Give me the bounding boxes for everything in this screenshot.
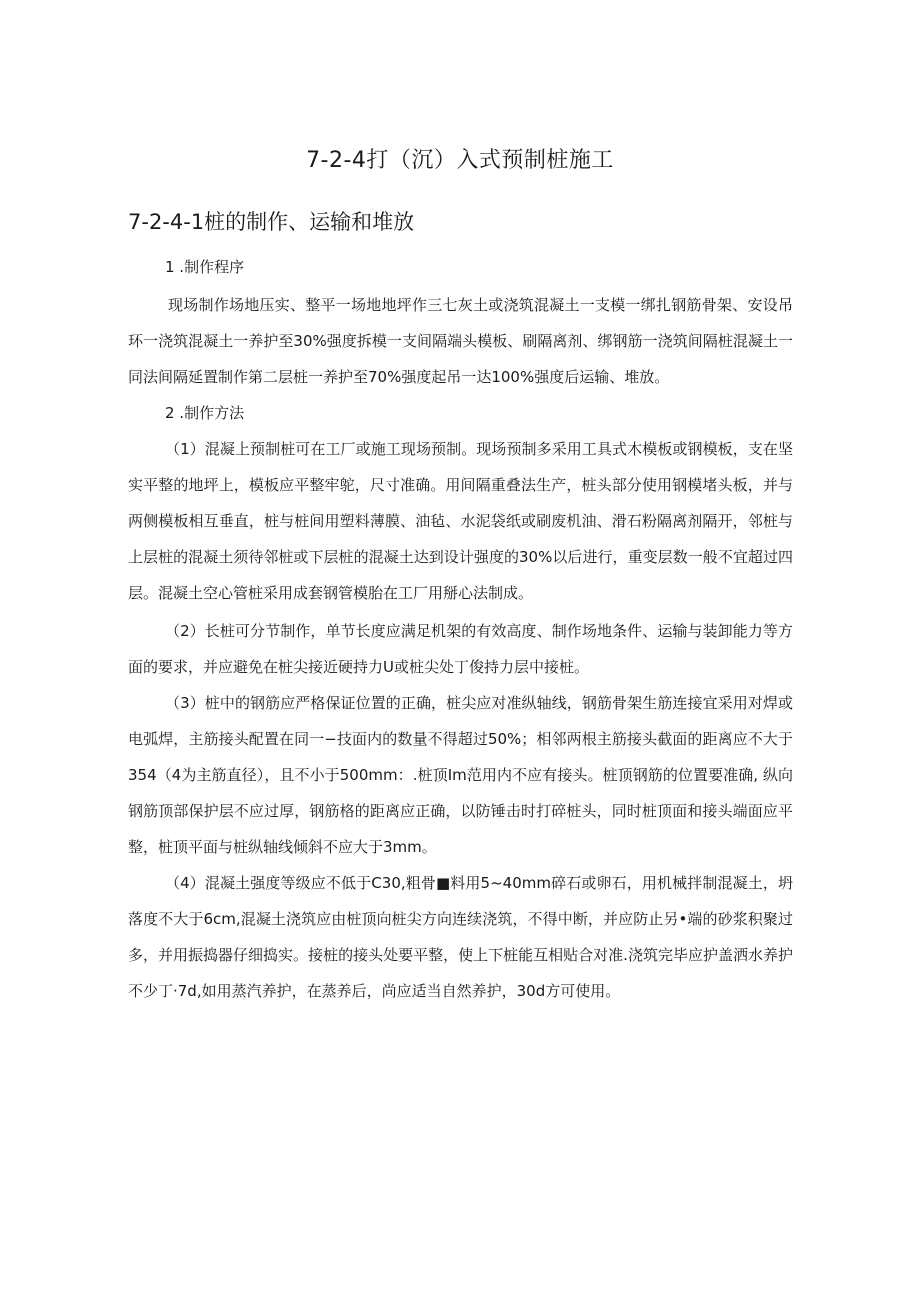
section-2-heading: [128, 395, 793, 431]
paragraph-text: （1）混凝上预制桩可在工厂或施工现场预制。现场预制多采用工具式木模板或钢模板，支在坚实平整的地坪上，模板应平整牢鸵，尺寸准确。用间隔重叠法生产，桩头部分使用钢模堵头板，并与两侧模板相互垂直，桩与桩间用塑料薄膜、油毡、水泥袋纸或刷废机油、滑石粉隔离剂隔开，邻桩与上层桩的混凝土须待邻桩或下层桩的混凝土达到设计强度的30%以后进行，重变层数一般不宜超过四层。混凝土空心管桩采用成套钢管模胎在工厂用掰心法制成。: [128, 440, 793, 602]
section-1-heading-text: 1 .制作程序: [165, 258, 245, 276]
paragraph-text: （4）混凝土强度等级应不低于C30,粗骨■料用5~40mm碎石或卵石，用机械拌制混凝土，坍落度不大于6cm,混凝土浇筑应由桩顶向桩尖方向连续浇筑，不得中断，并应防止另•端的砂浆积聚过多，并用振捣器仔细捣实。接桩的接头处要平整，使上下桩能互相贴合对准.浇筑完毕应护盖洒水养护不少丁·7d,如用蒸汽养护，在蒸养后，尚应适当自然养护，30d方可使用。: [128, 874, 793, 1000]
paragraph-text: 现场制作场地压实、整平一场地地坪作三七灰土或浇筑混凝土一支模一绑扎钢筋骨架、安设吊环一浇筑混凝土一养护至30%强度拆模一支间隔端头模板、刷隔离剂、绑钢筋一浇筑间隔桩混凝土一同法间隔延置制作第二层桩一养护至70%强度起吊一达100%强度后运输、堆放。: [128, 296, 793, 386]
method-paragraph-4: [128, 865, 793, 1009]
method-paragraph-2: [128, 613, 793, 685]
method-paragraph-3: [128, 685, 793, 865]
section-1-paragraph: [128, 287, 793, 395]
paragraph-text: （3）桩中的钢筋应严格保证位置的正确，桩尖应对准纵轴线，钢筋骨架生筋连接宜采用对焊或电弧焊，主筋接头配置在同一−技面内的数量不得超过50%；相邻两根主筋接头截面的距离应不大于354（4为主筋直径），且不小于500mm：.桩顶Im范用内不应有接头。桩顶钢筋的位置要准确, 纵向钢筋顶部保护层不应过厚，钢筋格的距离应正确，以防锤击时打碎桩头，同时桩顶面和接头端面应平整，桩顶平面与桩纵轴线倾斜不应大于3mm。: [128, 694, 793, 856]
paragraph-text: （2）长桩可分节制作，单节长度应满足机架的有效高度、制作场地条件、运输与装卸能力等方面的要求，并应避免在桩尖接近硬持力U或桩尖处丁俊持力层中接桩。: [128, 622, 793, 676]
document-title: 7-2-4打（沉）入式预制桩施工: [306, 148, 614, 173]
method-paragraph-1: [128, 431, 793, 611]
section-title: 7-2-4-1桩的制作、运输和堆放: [128, 210, 415, 234]
section-1-heading: [128, 249, 793, 285]
section-2-heading-text: 2 .制作方法: [165, 404, 245, 422]
